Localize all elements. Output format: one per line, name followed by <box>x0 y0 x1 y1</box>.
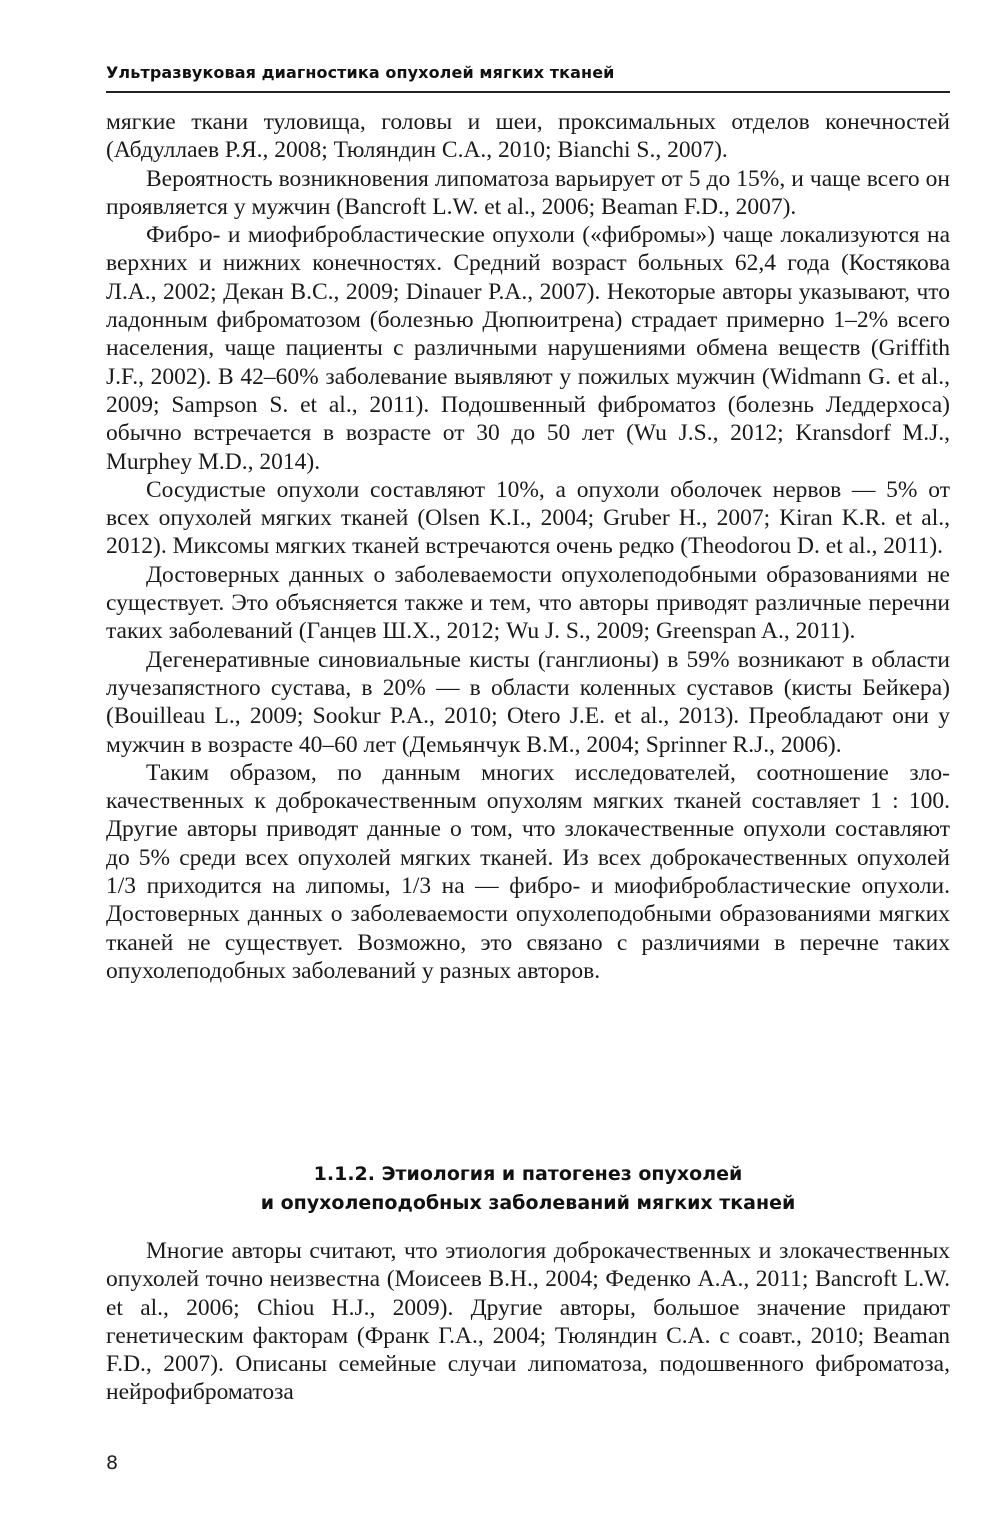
page-number: 8 <box>106 1452 119 1474</box>
paragraph: Фибро- и миофибробластические опухоли («фибромы») чаще локализуются на верхних и нижних конечностях. Средний возраст больных 62,4 года (Костякова Л.А., 2002; Декан В.С., 2009; Dinauer P.A., 2007). Некоторые авторы указывают, что ладонным фиброматозом (болезнью Дюпюитрена) страдает примерно 1–2% всего населения, чаще пациенты с различными нарушениями обмена веществ (Griffith J.F., 2002). В 42–60% заболевание выявляют у пожилых мужчин (Widmann G. et al., 2009; Sampson S. et al., 2011). Подошвенный фиброматоз (болезнь Леддерхоса) обычно встречается в возрасте от 30 до 50 лет (Wu J.S., 2012; Kransdorf M.J., Murphey M.D., 2014). <box>106 222 950 475</box>
paragraph: Таким образом, по данным многих исследователей, соотношение злокачественных к доброкачественным опухолям мягких тканей составляет 1 : 100. Другие авторы приводят данные о том, что злокачественные опухоли составляют до 5% среди всех опухолей мягких тканей. Из всех доброкачественных опухолей 1/3 приходится на липомы, 1/3 на — фибро- и миофибробластические опухоли. Достоверных данных о заболеваемости опухолеподобными образованиями мягких тканей не существует. Возможно, это связано с различиями в перечне таких опухолеподобных заболеваний у разных авторов. <box>106 759 950 984</box>
section-heading-line-2: и опухолеподобных заболеваний мягких тканей <box>260 1192 796 1214</box>
paragraph: Вероятность возникновения липоматоза варьирует от 5 до 15%, и чаще всего он проявляется у мужчин (Bancroft L.W. et al., 2006; Beaman F.D., 2007). <box>106 165 950 220</box>
section-heading-line-1: 1.1.2. Этиология и патогенез опухолей <box>313 1163 743 1185</box>
body-text <box>106 108 950 985</box>
section-heading <box>106 1160 950 1218</box>
paragraph: Сосудистые опухоли составляют 10%, а опухоли оболочек нервов — 5% от всех опухолей мягких тканей (Olsen K.I., 2004; Gruber H., 2007; Kiran K.R. et al., 2012). Миксомы мягких тканей встречаются очень редко (Theodorou D. et al., 2011). <box>106 476 950 560</box>
running-head: Ультразвуковая диагностика опухолей мягких тканей <box>106 63 615 82</box>
paragraph: мягкие ткани туловища, головы и шеи, проксимальных отделов конечностей (Абдуллаев Р.Я., 2008; Тюляндин С.А., 2010; Bianchi S., 2007). <box>106 109 950 164</box>
paragraph: Достоверных данных о заболеваемости опухолеподобными образованиями не существует. Это объясняется также и тем, что авторы приводят различные перечни таких заболеваний (Ганцев Ш.Х., 2012; Wu J. S., 2009; Greenspan A., 2011). <box>106 561 950 645</box>
paragraph: Многие авторы считают, что этиология доброкачественных и злокачественных опухолей точно неизвестна (Моисеев В.Н., 2004; Феденко А.А., 2011; Bancroft L.W. et al., 2006; Chiou H.J., 2009). Другие авторы, большое значение придают генетическим факторам (Франк Г.А., 2004; Тюляндин С.А. с соавт., 2010; Beaman F.D., 2007). Описаны семейные случаи липоматоза, подошвенного фиброматоза, нейрофиброматоза <box>106 1238 950 1406</box>
section-body-text <box>106 1237 950 1407</box>
header-rule <box>106 91 950 93</box>
paragraph: Дегенеративные синовиальные кисты (ганглионы) в 59% возникают в области лучезапястного сустава, в 20% — в области коленных суставов (кисты Бейкера) (Bouilleau L., 2009; Sookur P.A., 2010; Otero J.E. et al., 2013). Преобладают они у мужчин в возрасте 40–60 лет (Демьянчук В.М., 2004; Sprinner R.J., 2006). <box>106 646 950 758</box>
